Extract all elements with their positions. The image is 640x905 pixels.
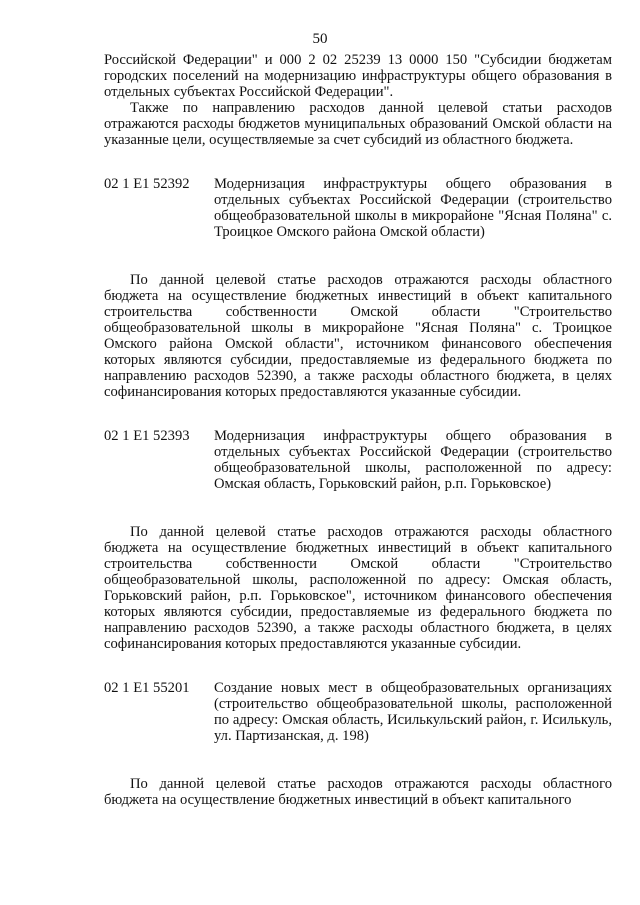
budget-code: 02 1 E1 55201	[104, 680, 190, 696]
paragraph-continuation: Российской Федерации" и 000 2 02 25239 13 0000 150 "Субсидии бюджетам городских поселений на модернизацию инфраструктуры общего образования в отдельных субъектах Российской Федерации".	[104, 52, 612, 100]
budget-code: 02 1 E1 52392	[104, 176, 190, 192]
budget-entry-55201	[104, 680, 612, 744]
budget-entry-52393	[104, 428, 612, 492]
paragraph-also: Также по направлению расходов данной целевой статьи расходов отражаются расходы бюджетов муниципальных образований Омской области на указанные цели, осуществляемые за счет субсидий из областного бюджета.	[104, 100, 612, 148]
budget-entry-52392	[104, 176, 612, 240]
budget-entry-title: Модернизация инфраструктуры общего образования в отдельных субъектах Российской Федерации (строительство общеобразовательной школы, расположенной по адресу: Омская область, Горьковский район, р.п. Горьковское)	[214, 428, 612, 492]
budget-entry-title: Модернизация инфраструктуры общего образования в отдельных субъектах Российской Федерации (строительство общеобразовательной школы в микрорайоне "Ясная Поляна" с. Троицкое Омского района Омской области)	[214, 176, 612, 240]
page-number: 50	[312, 31, 328, 47]
budget-code: 02 1 E1 52393	[104, 428, 190, 444]
paragraph-description-52392: По данной целевой статье расходов отражаются расходы областного бюджета на осуществление бюджетных инвестиций в объект капитального строительства собственности Омской области "Строительство общеобразовательной школы в микрорайоне "Ясная Поляна" с. Троицкое Омского района Омской области", источником финансового обеспечения которых являются субсидии, предоставляемые из федерального бюджета по направлению расходов 52390, а также расходы областного бюджета, в целях софинансирования которых предоставляются указанные субсидии.	[104, 272, 612, 400]
paragraph-description-55201: По данной целевой статье расходов отражаются расходы областного бюджета на осуществление бюджетных инвестиций в объект капитального	[104, 776, 612, 808]
budget-entry-title: Создание новых мест в общеобразовательных организациях (строительство общеобразовательной школы, расположенной по адресу: Омская область, Исилькульский район, г. Исилькуль, ул. Партизанская, д. 198)	[214, 680, 612, 744]
paragraph-description-52393: По данной целевой статье расходов отражаются расходы областного бюджета на осуществление бюджетных инвестиций в объект капитального строительства собственности Омской области "Строительство общеобразовательной школы, расположенной по адресу: Омская область, Горьковский район, р.п. Горьковское", источником финансового обеспечения которых являются субсидии, предоставляемые из федерального бюджета по направлению расходов 52390, а также расходы областного бюджета, в целях софинансирования которых предоставляются указанные субсидии.	[104, 524, 612, 652]
document-body	[104, 52, 612, 808]
